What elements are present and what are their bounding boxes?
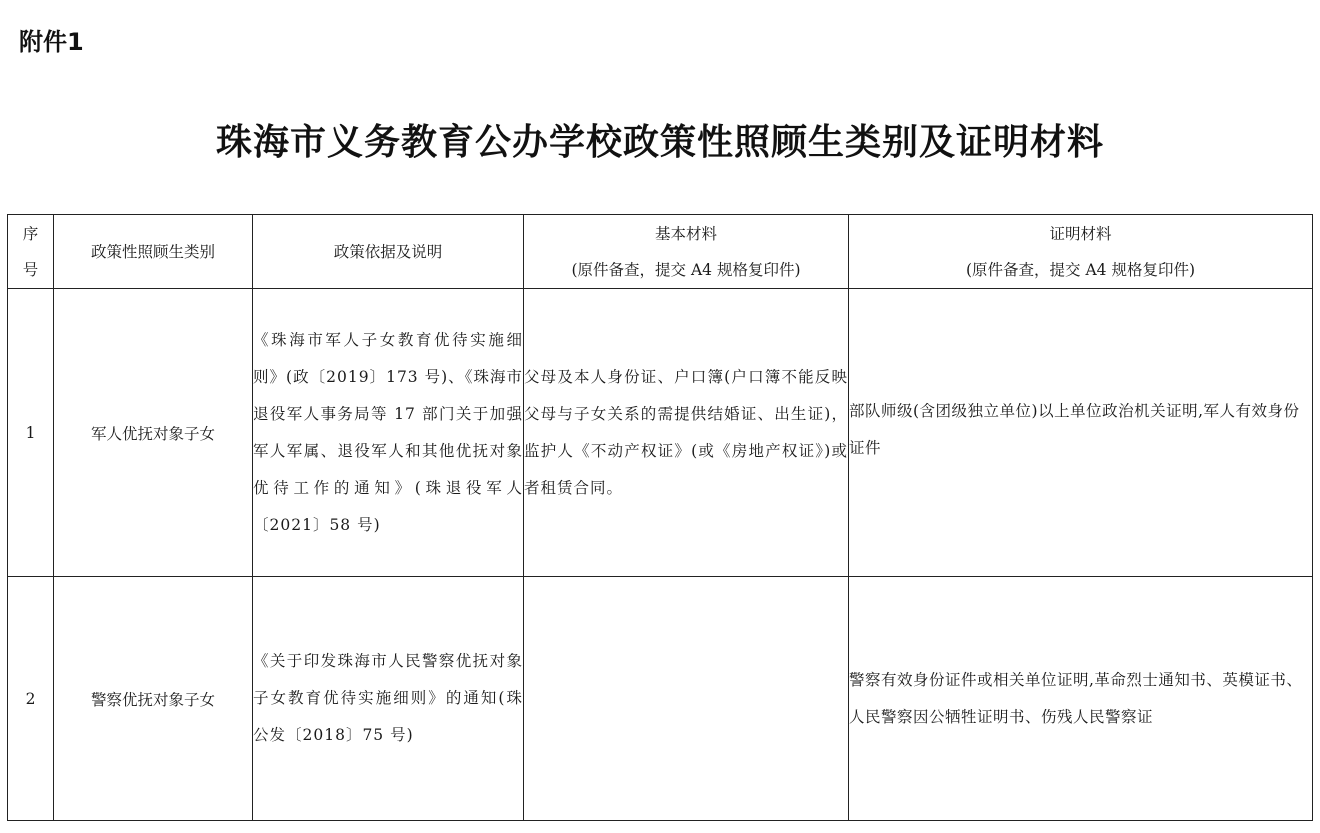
row-proof-materials: 警察有效身份证件或相关单位证明,革命烈士通知书、英模证书、人民警察因公牺牲证明书、伤残人民警察证 xyxy=(849,577,1313,821)
row-basic-materials: 父母及本人身份证、户口簿(户口簿不能反映父母与子女关系的需提供结婚证、出生证)，监护人《不动产权证》(或《房地产权证》)或者租赁合同。 xyxy=(524,289,849,577)
header-basic-materials-line2: (原件备查，提交 A4 规格复印件) xyxy=(571,260,801,279)
header-basis: 政策依据及说明 xyxy=(253,215,524,289)
table-header-row xyxy=(8,215,1313,289)
row-proof-materials: 部队师级(含团级独立单位)以上单位政治机关证明,军人有效身份证件 xyxy=(849,289,1313,577)
row-basis: 《珠海市军人子女教育优待实施细则》(政〔2019〕173 号)、《珠海市退役军人事务局等 17 部门关于加强军人军属、退役军人和其他优抚对象优待工作的通知》(珠退役军人〔2021〕58 号) xyxy=(253,289,524,577)
row-basic-materials xyxy=(524,577,849,821)
attachment-label: 附件1 xyxy=(19,28,84,56)
row-seq: 2 xyxy=(8,577,54,821)
header-category: 政策性照顾生类别 xyxy=(54,215,253,289)
header-seq xyxy=(8,215,54,289)
header-basic-materials xyxy=(524,215,849,289)
table-row xyxy=(8,577,1313,821)
row-seq: 1 xyxy=(8,289,54,577)
header-basic-materials-line1: 基本材料 xyxy=(654,224,717,243)
header-seq-line1: 序 xyxy=(22,224,39,243)
page-title: 珠海市义务教育公办学校政策性照顾生类别及证明材料 xyxy=(215,122,1104,163)
row-basis: 《关于印发珠海市人民警察优抚对象子女教育优待实施细则》的通知(珠公发〔2018〕75 号) xyxy=(253,577,524,821)
header-seq-line2: 号 xyxy=(22,260,39,279)
header-proof-materials-line2: (原件备查，提交 A4 规格复印件) xyxy=(965,260,1195,279)
header-proof-materials-line1: 证明材料 xyxy=(1049,224,1112,243)
row-category: 警察优抚对象子女 xyxy=(54,577,253,821)
header-proof-materials xyxy=(849,215,1313,289)
table-row xyxy=(8,289,1313,577)
policy-table xyxy=(7,214,1313,821)
row-category: 军人优抚对象子女 xyxy=(54,289,253,577)
